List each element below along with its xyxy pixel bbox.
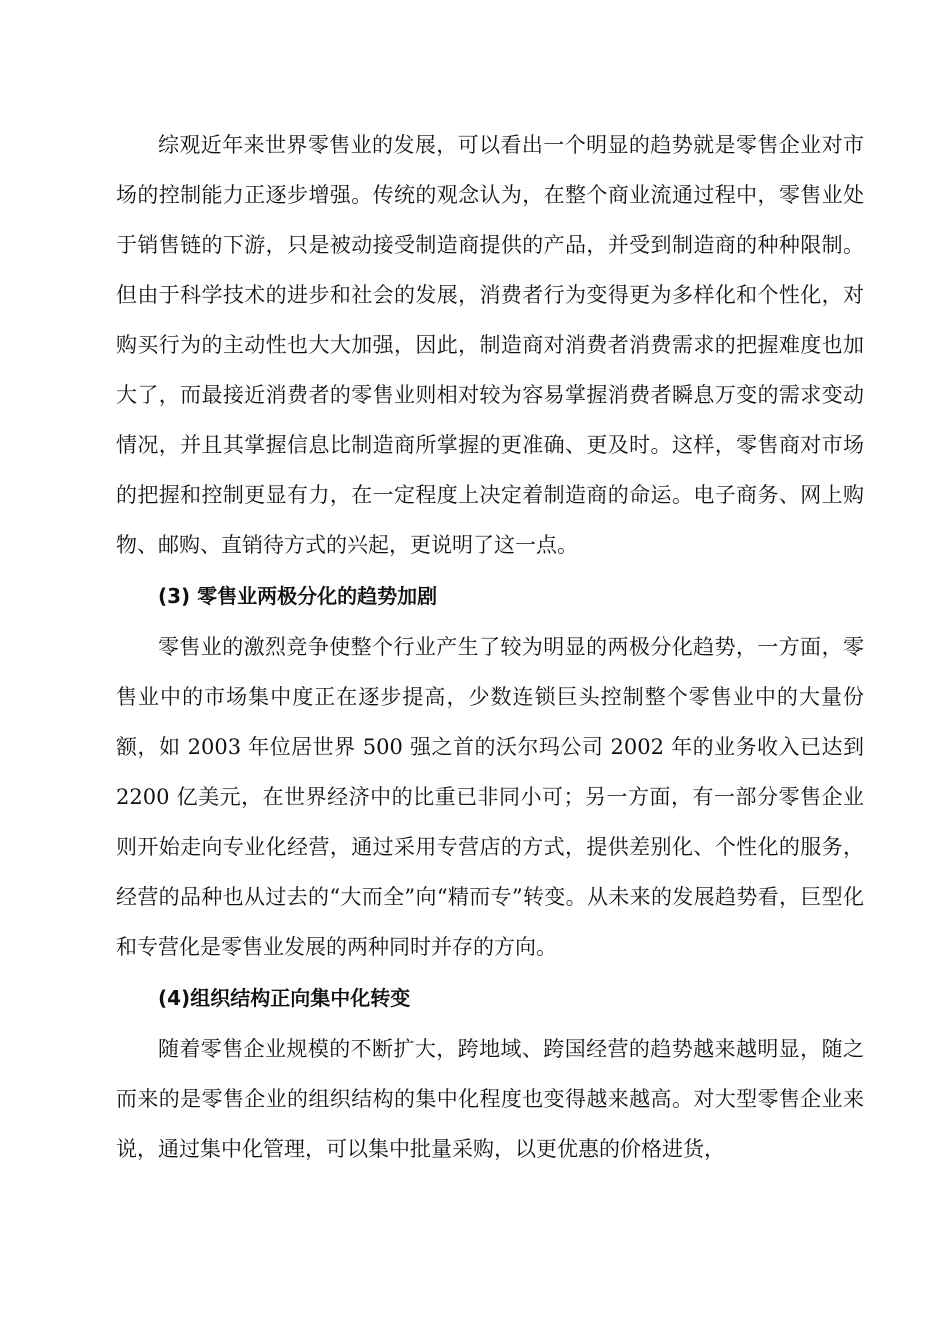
paragraph-retail-control: 综观近年来世界零售业的发展，可以看出一个明显的趋势就是零售企业对市场的控制能力正逐步增强。传统的观念认为，在整个商业流通过程中，零售业处于销售链的下游，只是被动接受制造商提供的产品，并受到制造商的种种限制。但由于科学技术的进步和社会的发展，消费者行为变得更为多样化和个性化，对购买行为的主动性也大大加强，因此，制造商对消费者消费需求的把握难度也加大了，而最接近消费者的零售业则相对较为容易掌握消费者瞬息万变的需求变动情况，并且其掌握信息比制造商所掌握的更准确、更及时。这样，零售商对市场的把握和控制更显有力，在一定程度上决定着制造商的命运。电子商务、网上购物、邮购、直销待方式的兴起，更说明了这一点。 [116,133,864,557]
heading-polarization: (3) 零售业两极分化的趋势加剧 [158,584,438,608]
heading-centralization: (4)组织结构正向集中化转变 [158,986,411,1010]
paragraph-polarization: 零售业的激烈竞争使整个行业产生了较为明显的两极分化趋势，一方面，零售业中的市场集中度正在逐步提高，少数连锁巨头控制整个零售业中的大量份额，如 2003 年位居世界 500 强之首的沃尔玛公司 2002 年的业务收入已达到 2200 亿美元，在世界经济中的比重已非同小可；另一方面，有一部分零售企业则开始走向专业化经营，通过采用专营店的方式，提供差别化、个性化的服务，经营的品种也从过去的“大而全”向“精而专”转变。从未来的发展趋势看，巨型化和专营化是零售业发展的两种同时并存的方向。 [116,635,864,959]
document-body [116,120,864,1174]
paragraph-centralization: 随着零售企业规模的不断扩大，跨地域、跨国经营的趋势越来越明显，随之而来的是零售企业的组织结构的集中化程度也变得越来越高。对大型零售企业来说，通过集中化管理，可以集中批量采购，以更优惠的价格进货， [116,1037,864,1161]
